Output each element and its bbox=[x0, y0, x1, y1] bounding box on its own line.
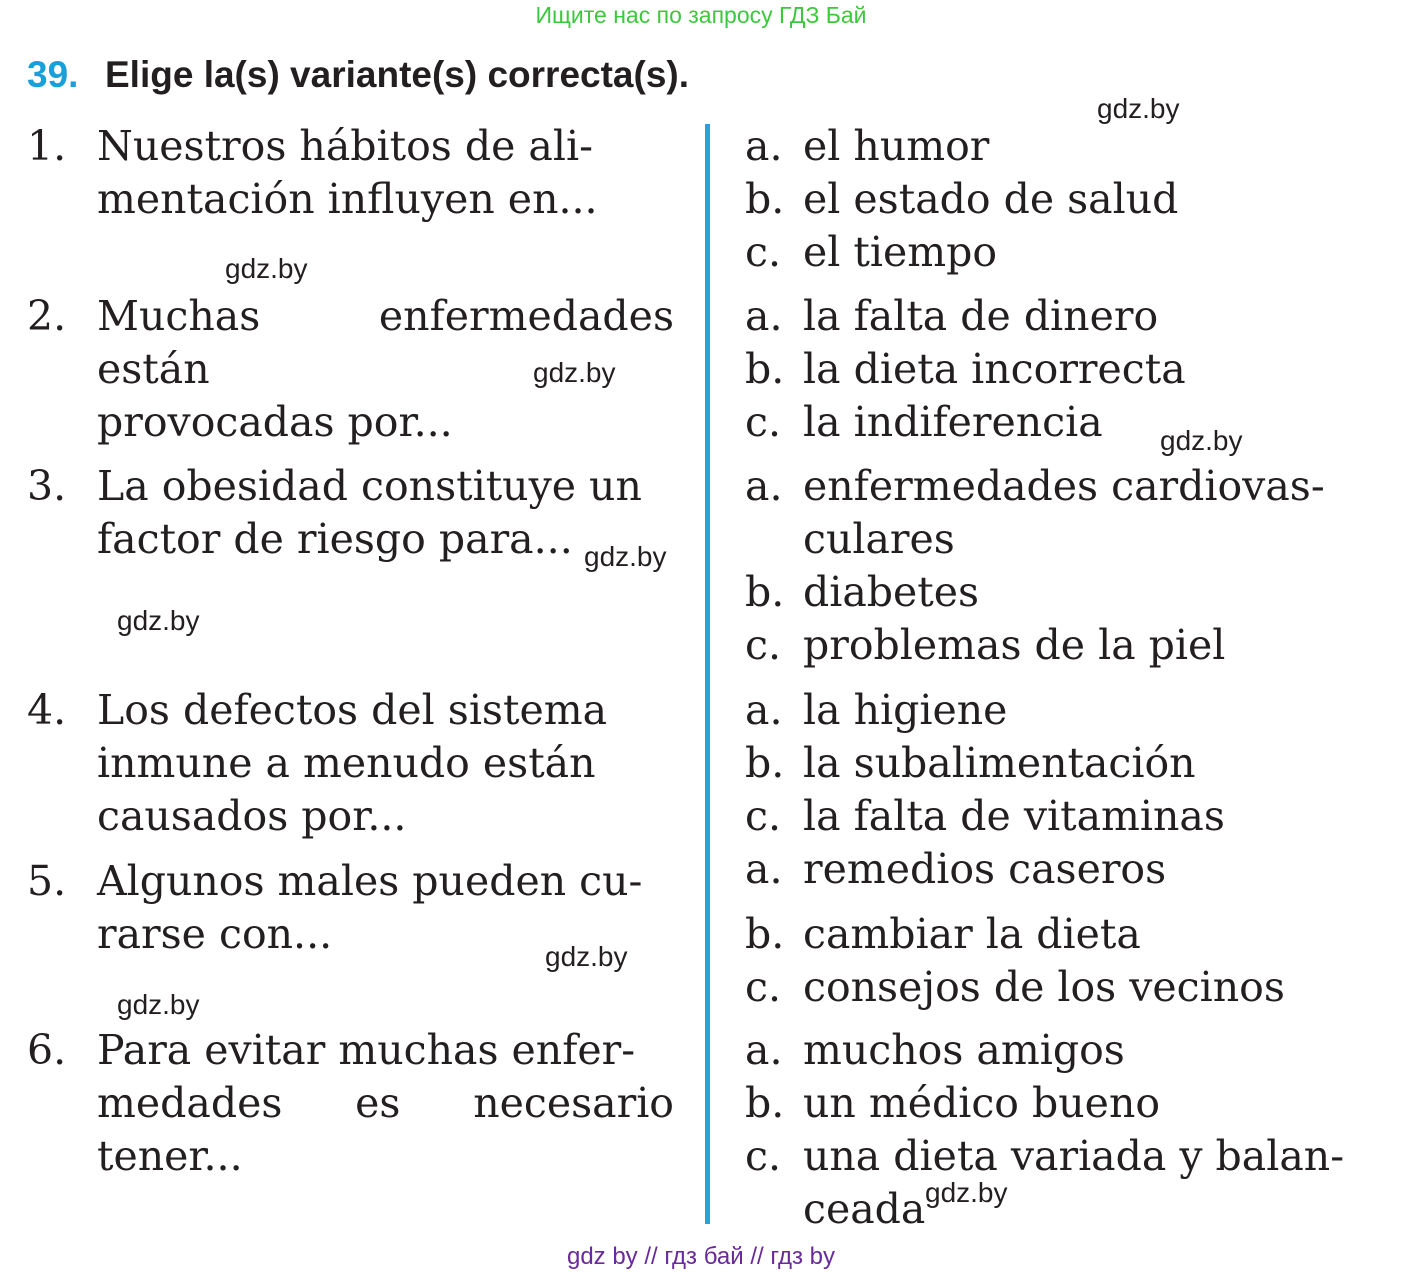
question-number: 4. bbox=[27, 686, 67, 734]
option-text: problemas de la piel bbox=[803, 621, 1226, 669]
option-text bbox=[803, 460, 1363, 566]
option-letter: c. bbox=[745, 792, 781, 840]
option-text: la falta de dinero bbox=[803, 292, 1159, 340]
question-3 bbox=[27, 460, 677, 566]
watermark: gdz.by bbox=[925, 1177, 1008, 1208]
option-letter: c. bbox=[745, 1132, 781, 1180]
column-divider bbox=[705, 124, 710, 1224]
option-letter: c. bbox=[745, 963, 781, 1011]
option-letter: a. bbox=[745, 845, 783, 893]
option-2a bbox=[745, 290, 1365, 343]
option-text: la subalimentación bbox=[803, 739, 1196, 787]
question-number: 1. bbox=[27, 122, 67, 170]
option-letter: b. bbox=[745, 1079, 785, 1127]
option-text: cambiar la dieta bbox=[803, 910, 1141, 958]
exercise-title: Elige la(s) variante(s) correcta(s). bbox=[105, 54, 689, 95]
option-text: remedios caseros bbox=[803, 845, 1167, 893]
option-1c bbox=[745, 226, 1365, 279]
question-text bbox=[97, 1024, 674, 1183]
option-text: la dieta incorrecta bbox=[803, 345, 1186, 393]
option-4a bbox=[745, 684, 1365, 737]
watermark: gdz.by bbox=[533, 357, 616, 388]
option-line: ceada bbox=[803, 1185, 926, 1233]
footer-links: gdz by // гдз бай // гдз by bbox=[566, 1243, 836, 1270]
option-letter: c. bbox=[745, 398, 781, 446]
question-line: factor de riesgo para... bbox=[97, 515, 573, 563]
question-text bbox=[97, 120, 674, 226]
option-4b bbox=[745, 737, 1365, 790]
option-text: un médico bueno bbox=[803, 1079, 1161, 1127]
option-5a bbox=[745, 843, 1365, 896]
option-letter: b. bbox=[745, 568, 785, 616]
option-letter: c. bbox=[745, 621, 781, 669]
watermark: gdz.by bbox=[117, 605, 200, 636]
option-4c bbox=[745, 790, 1365, 843]
watermark: gdz.by bbox=[117, 989, 200, 1020]
option-text: consejos de los vecinos bbox=[803, 963, 1285, 1011]
option-1b bbox=[745, 173, 1365, 226]
question-1 bbox=[27, 120, 677, 226]
question-number: 6. bbox=[27, 1026, 67, 1074]
exercise-number: 39. bbox=[27, 54, 79, 95]
option-letter: a. bbox=[745, 292, 783, 340]
option-line: enfermedades cardiovas- bbox=[803, 462, 1325, 510]
option-6c bbox=[745, 1130, 1365, 1236]
question-line: medades es necesario tener... bbox=[97, 1079, 674, 1180]
option-letter: c. bbox=[745, 228, 781, 276]
option-letter: a. bbox=[745, 462, 783, 510]
option-text: el tiempo bbox=[803, 228, 998, 276]
option-line: culares bbox=[803, 515, 955, 563]
question-line: Para evitar muchas enfer- bbox=[97, 1026, 636, 1074]
question-line: provocadas por... bbox=[97, 398, 453, 446]
option-letter: a. bbox=[745, 122, 783, 170]
question-number: 2. bbox=[27, 292, 67, 340]
option-6a bbox=[745, 1024, 1365, 1077]
question-4 bbox=[27, 684, 677, 843]
option-6b bbox=[745, 1077, 1365, 1130]
question-line: Muchas enfermedades están bbox=[97, 292, 674, 393]
question-line: Los defectos del sistema bbox=[97, 686, 608, 734]
question-line: causados por... bbox=[97, 792, 407, 840]
question-line: La obesidad constituye un bbox=[97, 462, 642, 510]
question-number: 5. bbox=[27, 857, 67, 905]
option-text: diabetes bbox=[803, 568, 980, 616]
watermark: gdz.by bbox=[584, 541, 667, 572]
question-line: inmune a menudo están bbox=[97, 739, 596, 787]
option-letter: a. bbox=[745, 1026, 783, 1074]
question-line: Nuestros hábitos de ali- bbox=[97, 122, 593, 170]
option-text: muchos amigos bbox=[803, 1026, 1125, 1074]
question-line: mentación influyen en... bbox=[97, 175, 598, 223]
option-2c bbox=[745, 396, 1365, 449]
option-text: la indiferencia bbox=[803, 398, 1103, 446]
option-text: la higiene bbox=[803, 686, 1008, 734]
option-letter: b. bbox=[745, 739, 785, 787]
watermark: gdz.by bbox=[1160, 425, 1243, 456]
option-3c bbox=[745, 619, 1365, 672]
search-banner: Ищите нас по запросу ГДЗ Бай bbox=[535, 2, 867, 28]
option-text: el humor bbox=[803, 122, 990, 170]
option-3b bbox=[745, 566, 1365, 619]
option-line: una dieta variada y balan- bbox=[803, 1132, 1345, 1180]
option-text bbox=[803, 1130, 1363, 1236]
option-letter: b. bbox=[745, 910, 785, 958]
question-line: rarse con... bbox=[97, 910, 333, 958]
option-letter: b. bbox=[745, 175, 785, 223]
watermark: gdz.by bbox=[225, 253, 308, 284]
question-number: 3. bbox=[27, 462, 67, 510]
watermark: gdz.by bbox=[1097, 93, 1180, 124]
question-text bbox=[97, 684, 674, 843]
option-5b bbox=[745, 908, 1365, 961]
option-text: el estado de salud bbox=[803, 175, 1179, 223]
option-3a bbox=[745, 460, 1365, 566]
watermark: gdz.by bbox=[545, 941, 628, 972]
question-6 bbox=[27, 1024, 677, 1183]
option-2b bbox=[745, 343, 1365, 396]
option-text: la falta de vitaminas bbox=[803, 792, 1225, 840]
option-letter: b. bbox=[745, 345, 785, 393]
option-1a bbox=[745, 120, 1365, 173]
option-5c bbox=[745, 961, 1365, 1014]
question-line: Algunos males pueden cu- bbox=[97, 857, 643, 905]
option-letter: a. bbox=[745, 686, 783, 734]
